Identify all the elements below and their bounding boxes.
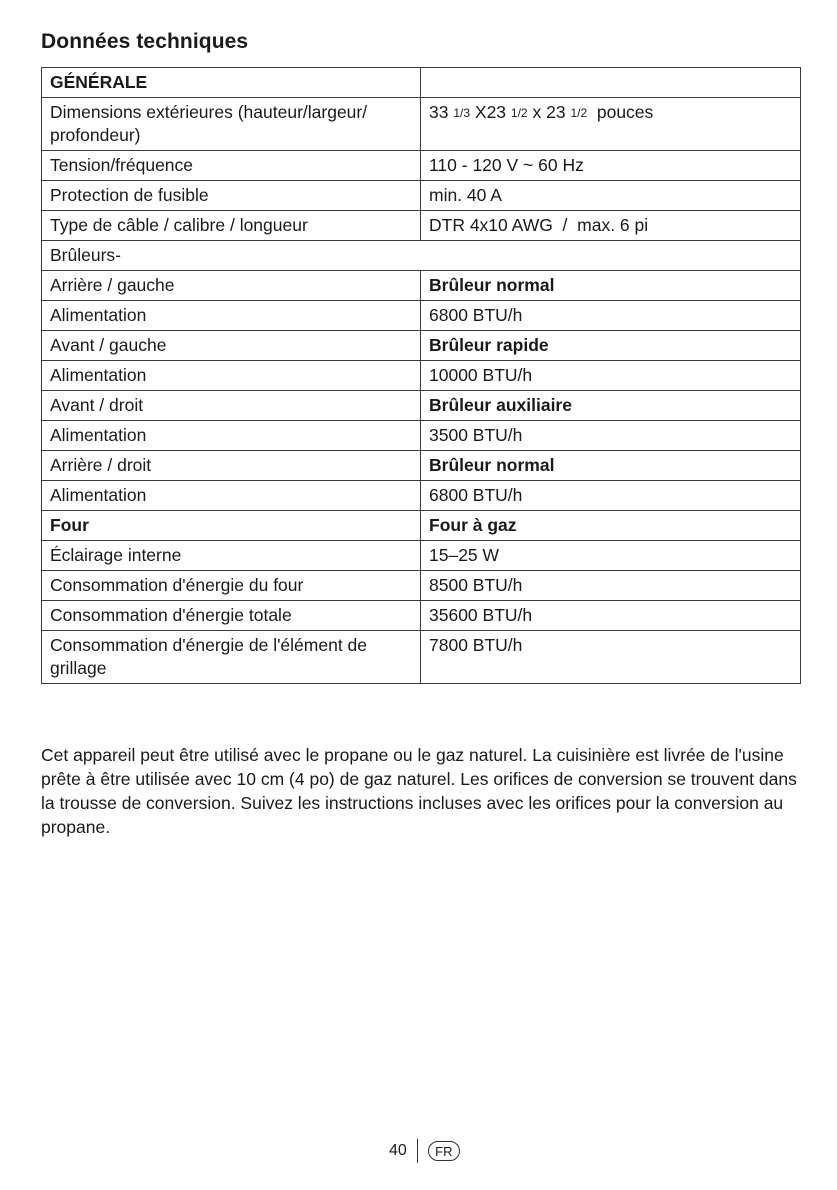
dimension-depth: x 23 [532, 102, 566, 122]
row-label: Tension/fréquence [42, 151, 421, 181]
row-label: Type de câble / calibre / longueur [42, 211, 421, 241]
table-row [42, 541, 801, 571]
table-row [42, 391, 801, 421]
row-label: Arrière / gauche [42, 271, 421, 301]
row-value: 8500 BTU/h [421, 571, 801, 601]
row-value-dimensions [421, 98, 801, 151]
table-row [42, 271, 801, 301]
row-value: 7800 BTU/h [421, 631, 801, 684]
row-value: Four à gaz [421, 511, 801, 541]
table-row [42, 211, 801, 241]
table-row [42, 601, 801, 631]
footer-divider [417, 1139, 418, 1163]
dimension-height: 33 [429, 102, 449, 122]
dimension-depth-fraction: 1/2 [570, 106, 588, 120]
row-label-dimensions: Dimensions extérieures (hauteur/largeur/ profondeur) [42, 98, 421, 151]
table-row [42, 481, 801, 511]
dimension-unit: pouces [596, 102, 654, 122]
row-value: Brûleur auxiliaire [421, 391, 801, 421]
conversion-note-paragraph: Cet appareil peut être utilisé avec le propane ou le gaz naturel. La cuisinière est livrée de l'usine prête à être utilisée avec 10 cm (4 po) de gaz naturel. Les orifices de conversion se trouvent dans la trousse de conversion. Suivez les instructions incluses avec les orifices pour la conversion au propane. [41, 745, 797, 837]
dimension-width-fraction: 1/2 [510, 106, 528, 120]
dimension-width: X23 [474, 102, 507, 122]
page-footer [389, 1138, 460, 1164]
technical-data-table [41, 67, 801, 684]
row-value: 3500 BTU/h [421, 421, 801, 451]
table-row [42, 98, 801, 151]
table-row [42, 361, 801, 391]
row-label: Alimentation [42, 301, 421, 331]
row-label: Consommation d'énergie du four [42, 571, 421, 601]
page-title: Données techniques [41, 30, 249, 53]
row-label: Protection de fusible [42, 181, 421, 211]
table-row [42, 571, 801, 601]
row-label: Avant / gauche [42, 331, 421, 361]
page-number: 40 [389, 1142, 407, 1159]
row-value: 10000 BTU/h [421, 361, 801, 391]
row-value: min. 40 A [421, 181, 801, 211]
row-label: Éclairage interne [42, 541, 421, 571]
row-value: Brûleur normal [421, 451, 801, 481]
table-row [42, 451, 801, 481]
row-label: Avant / droit [42, 391, 421, 421]
row-label: Consommation d'énergie totale [42, 601, 421, 631]
table-row [42, 631, 801, 684]
row-value: 6800 BTU/h [421, 481, 801, 511]
row-value: Brûleur rapide [421, 331, 801, 361]
row-value: 35600 BTU/h [421, 601, 801, 631]
dimension-height-fraction: 1/3 [453, 106, 471, 120]
row-value: Brûleur normal [421, 271, 801, 301]
table-row [42, 181, 801, 211]
table-row [42, 421, 801, 451]
row-label: Alimentation [42, 361, 421, 391]
row-value: DTR 4x10 AWG / max. 6 pi [421, 211, 801, 241]
language-badge: FR [428, 1141, 460, 1161]
row-value: 15–25 W [421, 541, 801, 571]
row-value: 6800 BTU/h [421, 301, 801, 331]
row-label: Four [42, 511, 421, 541]
table-row [42, 241, 801, 271]
table-row [42, 68, 801, 98]
table-row [42, 301, 801, 331]
row-label: Alimentation [42, 481, 421, 511]
table-row [42, 511, 801, 541]
table-row [42, 151, 801, 181]
row-label: Consommation d'énergie de l'élément de grillage [42, 631, 421, 684]
section-header-general: GÉNÉRALE [42, 68, 421, 98]
row-label: Alimentation [42, 421, 421, 451]
table-cell-empty [421, 68, 801, 98]
row-label: Arrière / droit [42, 451, 421, 481]
table-row [42, 331, 801, 361]
section-header-burners: Brûleurs- [42, 241, 801, 271]
row-value: 110 - 120 V ~ 60 Hz [421, 151, 801, 181]
